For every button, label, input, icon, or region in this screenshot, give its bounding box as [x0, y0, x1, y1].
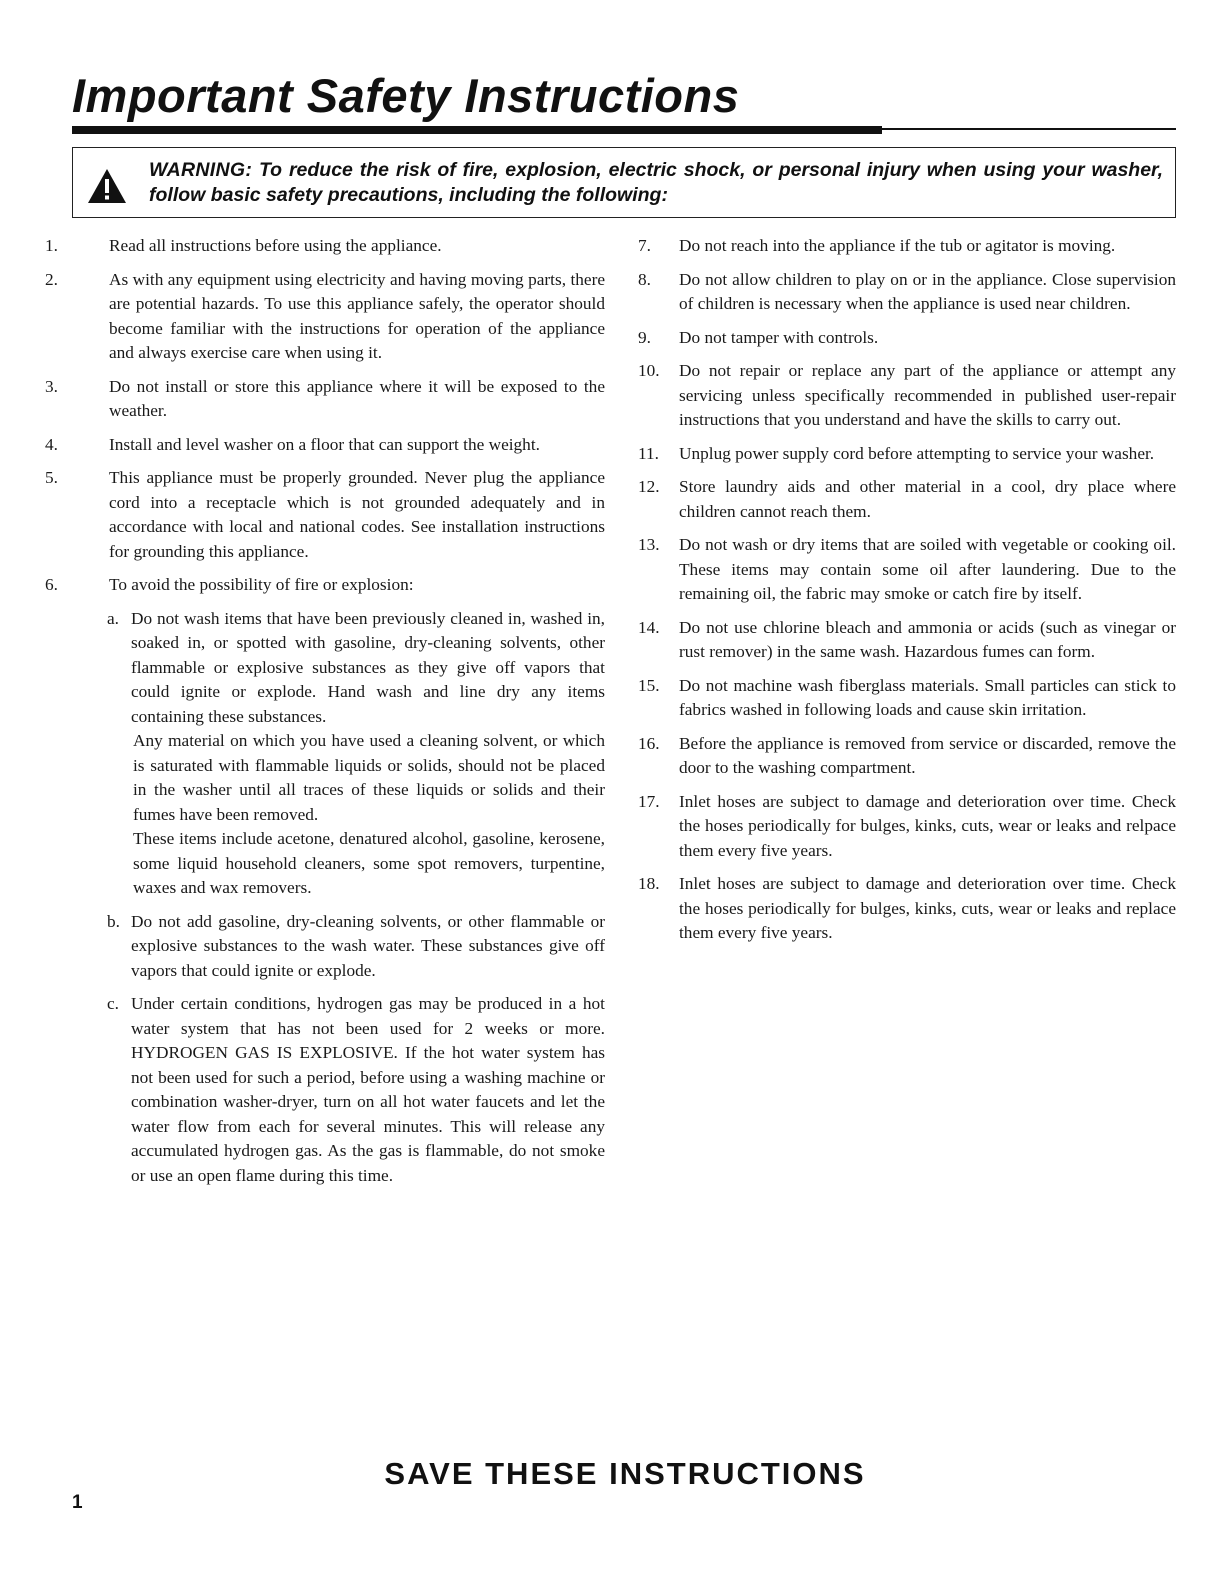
item-text: Do not reach into the appliance if the tub or agitator is moving. [679, 236, 1116, 255]
sub-item-text: Under certain conditions, hydrogen gas may be produced in a hot water system that has not been used for 2 weeks or more. HYDROGEN GAS IS EXPLOSIVE. If the hot water system has not been used for such a period, before using a washing machine or combination washer-dryer, turn on all hot water faucets and let the water flow from each for several minutes. This will release any accumulated hydrogen gas. As the gas is flammable, do not smoke or use an open flame during this time. [131, 994, 605, 1185]
right-column [638, 234, 1176, 955]
list-item [638, 359, 1176, 433]
item-number: 4. [45, 434, 58, 454]
sub-item-letter: b. [107, 911, 120, 931]
item-number: 2. [45, 269, 58, 289]
sub-item-text: Do not wash items that have been previously cleaned in, washed in, soaked in, or spotted with gasoline, dry-cleaning solvents, other flammable or explosive substances as they give off vapors that could ignite or explode. Hand wash and line dry any items containing these substances. [131, 608, 605, 726]
title-rule-thin [72, 128, 1176, 130]
item-text: Read all instructions before using the appliance. [109, 236, 442, 255]
item-text: Unplug power supply cord before attempting to service your washer. [679, 443, 1155, 463]
list-item [638, 674, 1176, 723]
warning-label: WARNING: [149, 159, 253, 181]
item-number: 3. [45, 376, 58, 396]
list-item [638, 732, 1176, 781]
sub-item-letter: a. [107, 608, 119, 628]
item-number: 11. [638, 443, 659, 463]
list-item [638, 475, 1176, 524]
warning-text [149, 158, 1163, 208]
item-number: 15. [638, 675, 660, 695]
item-text: Do not allow children to play on or in the appliance. Close supervision of children is necessary when the appliance is used near children. [679, 269, 1176, 313]
item-text: Inlet hoses are subject to damage and deterioration over time. Check the hoses periodically for bulges, kinks, cuts, wear or leaks and relpace them every five years. [679, 791, 1176, 860]
item-text: To avoid the possibility of fire or explosion: [109, 575, 414, 594]
item-text: Do not tamper with controls. [679, 327, 879, 347]
item-number: 10. [638, 361, 660, 380]
item-text: Do not install or store this appliance where it will be exposed to the weather. [109, 376, 605, 420]
list-item [638, 442, 1176, 467]
item-text: Inlet hoses are subject to damage and deterioration over time. Check the hoses periodically for bulges, kinks, cuts, wear or leaks and replace them every five years. [679, 874, 1176, 942]
sub-item-letter: c. [107, 994, 119, 1013]
item-text: Do not wash or dry items that are soiled with vegetable or cooking oil. These items may contain some oil after laundering. Due to the remaining oil, the fabric may smoke or catch fire by itself. [679, 535, 1176, 603]
item-number: 5. [45, 468, 58, 487]
item-number: 16. [638, 733, 660, 753]
list-item [45, 433, 605, 458]
list-item [45, 573, 605, 1188]
list-item [638, 234, 1176, 259]
list-item [638, 872, 1176, 946]
list-item [638, 616, 1176, 665]
list-item [638, 326, 1176, 351]
sub-item [107, 607, 605, 730]
item-number: 14. [638, 617, 660, 637]
sub-item [107, 992, 605, 1188]
list-item [638, 268, 1176, 317]
list-item [638, 790, 1176, 864]
item-number: 6. [45, 575, 58, 594]
item-number: 13. [638, 535, 660, 554]
list-item [45, 268, 605, 366]
item-text: Do not repair or replace any part of the appliance or attempt any servicing unless specifically recommended in published user-repair instructions that you understand and have the skills to carry out. [679, 361, 1176, 429]
warning-body: To reduce the risk of fire, explosion, electric shock, or personal injury when using your washer, follow basic safety precautions, including the following: [149, 159, 1163, 206]
sub-item [107, 910, 605, 984]
page-number: 1 [72, 1492, 83, 1513]
sub-item-text: Do not add gasoline, dry-cleaning solvents, or other flammable or explosive substances to the wash water. These substances give off vapors that could ignite or explode. [131, 911, 605, 980]
item-text: This appliance must be properly grounded. Never plug the appliance cord into a receptacle which is not grounded adequately and in accordance with local and national codes. See installation instructions for grounding this appliance. [109, 468, 605, 561]
item-number: 8. [638, 269, 651, 289]
save-instructions-footer: SAVE THESE INSTRUCTIONS [384, 1456, 866, 1491]
item-number: 12. [638, 477, 660, 496]
list-item [45, 375, 605, 424]
left-column [45, 234, 605, 1197]
item-text: Do not use chlorine bleach and ammonia or acids (such as vinegar or rust remover) in the same wash. Hazardous fumes can form. [679, 617, 1176, 661]
item-text: Do not machine wash fiberglass materials. Small particles can stick to fabrics washed in following loads and cause skin irritation. [679, 675, 1176, 719]
item-number: 18. [638, 874, 660, 893]
list-item [45, 466, 605, 564]
item-number: 17. [638, 791, 660, 811]
item-text: As with any equipment using electricity and having moving parts, there are potential hazards. To use this appliance safely, the operator should become familiar with the instructions for operation of the appliance and always exercise care when using it. [109, 269, 605, 362]
item-number: 1. [45, 236, 58, 255]
item-text: Install and level washer on a floor that can support the weight. [109, 434, 540, 454]
warning-box [72, 147, 1176, 218]
page-title: Important Safety Instructions [72, 69, 740, 122]
warning-icon [87, 168, 127, 204]
sub-item-paragraph: Any material on which you have used a cleaning solvent, or which is saturated with flammable liquids or solids, should not be placed in the washer until all traces of these liquids or solids and their fumes have been removed. [133, 731, 605, 824]
item-text: Before the appliance is removed from service or discarded, remove the door to the washing compartment. [679, 733, 1176, 777]
item-number: 9. [638, 327, 651, 347]
item-number: 7. [638, 236, 651, 255]
sub-item-paragraph: These items include acetone, denatured alcohol, gasoline, kerosene, some liquid household cleaners, some spot removers, turpentine, waxes and wax removers. [133, 829, 605, 897]
list-item [45, 234, 605, 259]
item-text: Store laundry aids and other material in a cool, dry place where children cannot reach them. [679, 477, 1176, 521]
list-item [638, 533, 1176, 607]
